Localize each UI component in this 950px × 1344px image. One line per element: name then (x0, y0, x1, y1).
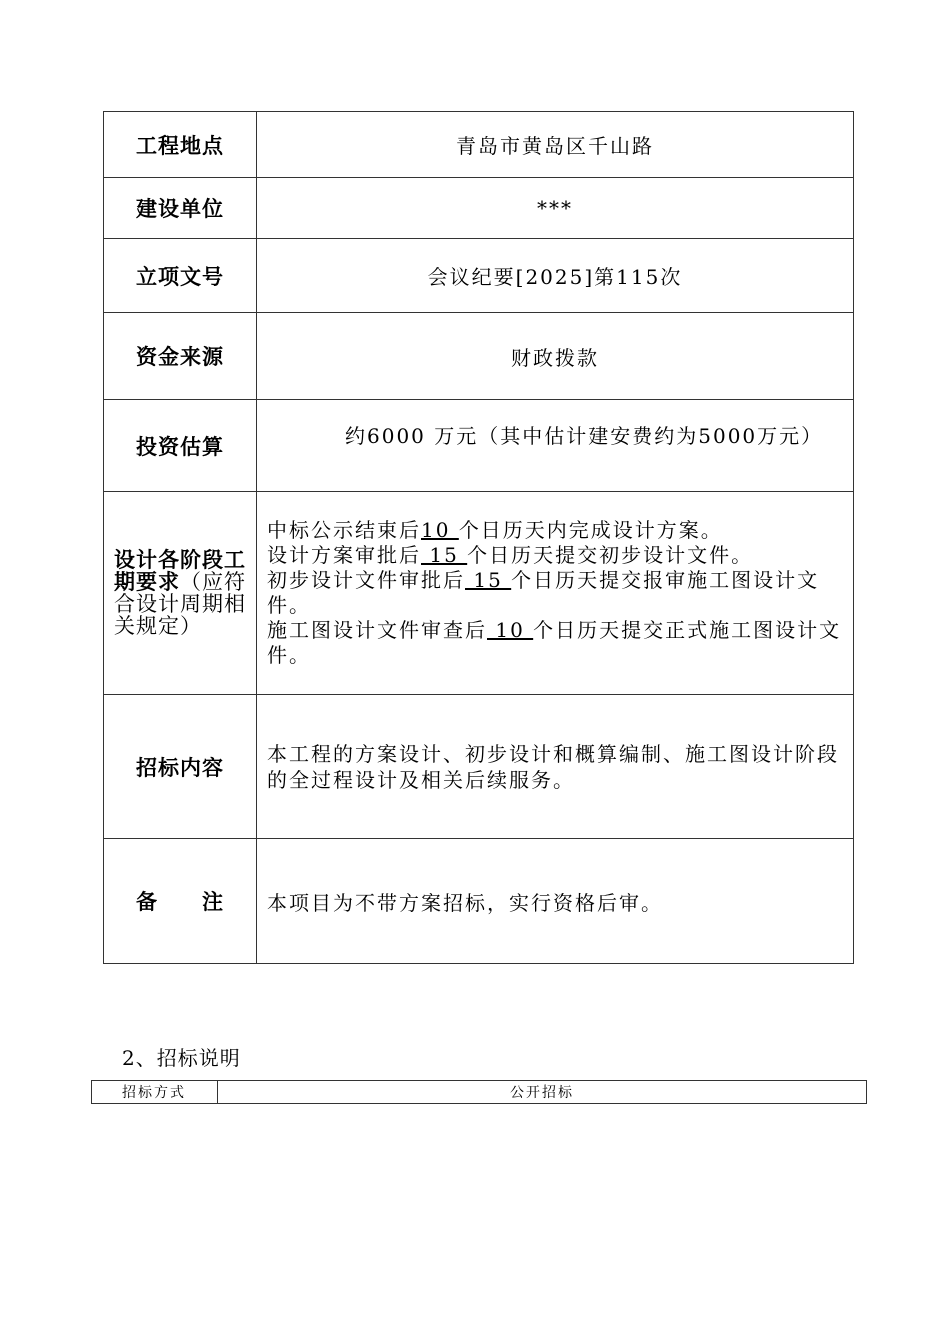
row-schedule (104, 492, 854, 695)
funding-value: 财政拨款 (257, 313, 854, 400)
remark-value: 本项目为不带方案招标，实行资格后审。 (257, 839, 854, 964)
approval-value: 会议纪要[2025]第115次 (257, 239, 854, 313)
location-label: 工程地点 (104, 112, 257, 178)
scope-label: 招标内容 (104, 695, 257, 839)
schedule-days: 10 (421, 518, 459, 542)
schedule-days: 10 (487, 618, 534, 642)
remark-label: 备 注 (104, 839, 257, 964)
row-investment (104, 400, 854, 492)
row-client (104, 178, 854, 239)
schedule-line: 初步设计文件审批后 15 个日历天提交报审施工图设计文件。 (267, 568, 820, 617)
project-info-table (103, 111, 854, 964)
schedule-label-line2-bold: 期要求 (114, 570, 180, 594)
schedule-label (104, 492, 257, 695)
investment-value: 约6000 万元（其中估计建安费约为5000万元） (257, 400, 854, 492)
investment-label: 投资估算 (104, 400, 257, 492)
scope-value: 本工程的方案设计、初步设计和概算编制、施工图设计阶段的全过程设计及相关后续服务。 (257, 695, 854, 839)
schedule-label-line3: 合设计周期相 (114, 592, 246, 616)
location-value: 青岛市黄岛区千山路 (257, 112, 854, 178)
schedule-line: 中标公示结束后10 个日历天内完成设计方案。 (267, 518, 723, 542)
row-funding (104, 313, 854, 400)
approval-label: 立项文号 (104, 239, 257, 313)
tender-method-table (91, 1080, 867, 1104)
tender-method-label: 招标方式 (92, 1081, 218, 1104)
client-value: *** (257, 178, 854, 239)
schedule-value (257, 492, 854, 695)
row-location (104, 112, 854, 178)
tender-method-value: 公开招标 (218, 1081, 867, 1104)
section-title: 2、招标说明 (122, 1046, 241, 1070)
schedule-days: 15 (465, 568, 512, 592)
client-label: 建设单位 (104, 178, 257, 239)
schedule-label-line4: 关规定） (114, 614, 202, 638)
schedule-line: 施工图设计文件审查后 10 个日历天提交正式施工图设计文件。 (267, 618, 842, 667)
schedule-days: 15 (421, 543, 468, 567)
schedule-label-line2-normal: （应符 (180, 570, 246, 594)
schedule-label-line1: 设计各阶段工 (114, 548, 246, 572)
row-remark (104, 839, 854, 964)
funding-label: 资金来源 (104, 313, 257, 400)
row-scope (104, 695, 854, 839)
schedule-line: 设计方案审批后 15 个日历天提交初步设计文件。 (267, 543, 754, 567)
row-approval (104, 239, 854, 313)
row-tender-method (92, 1081, 867, 1104)
